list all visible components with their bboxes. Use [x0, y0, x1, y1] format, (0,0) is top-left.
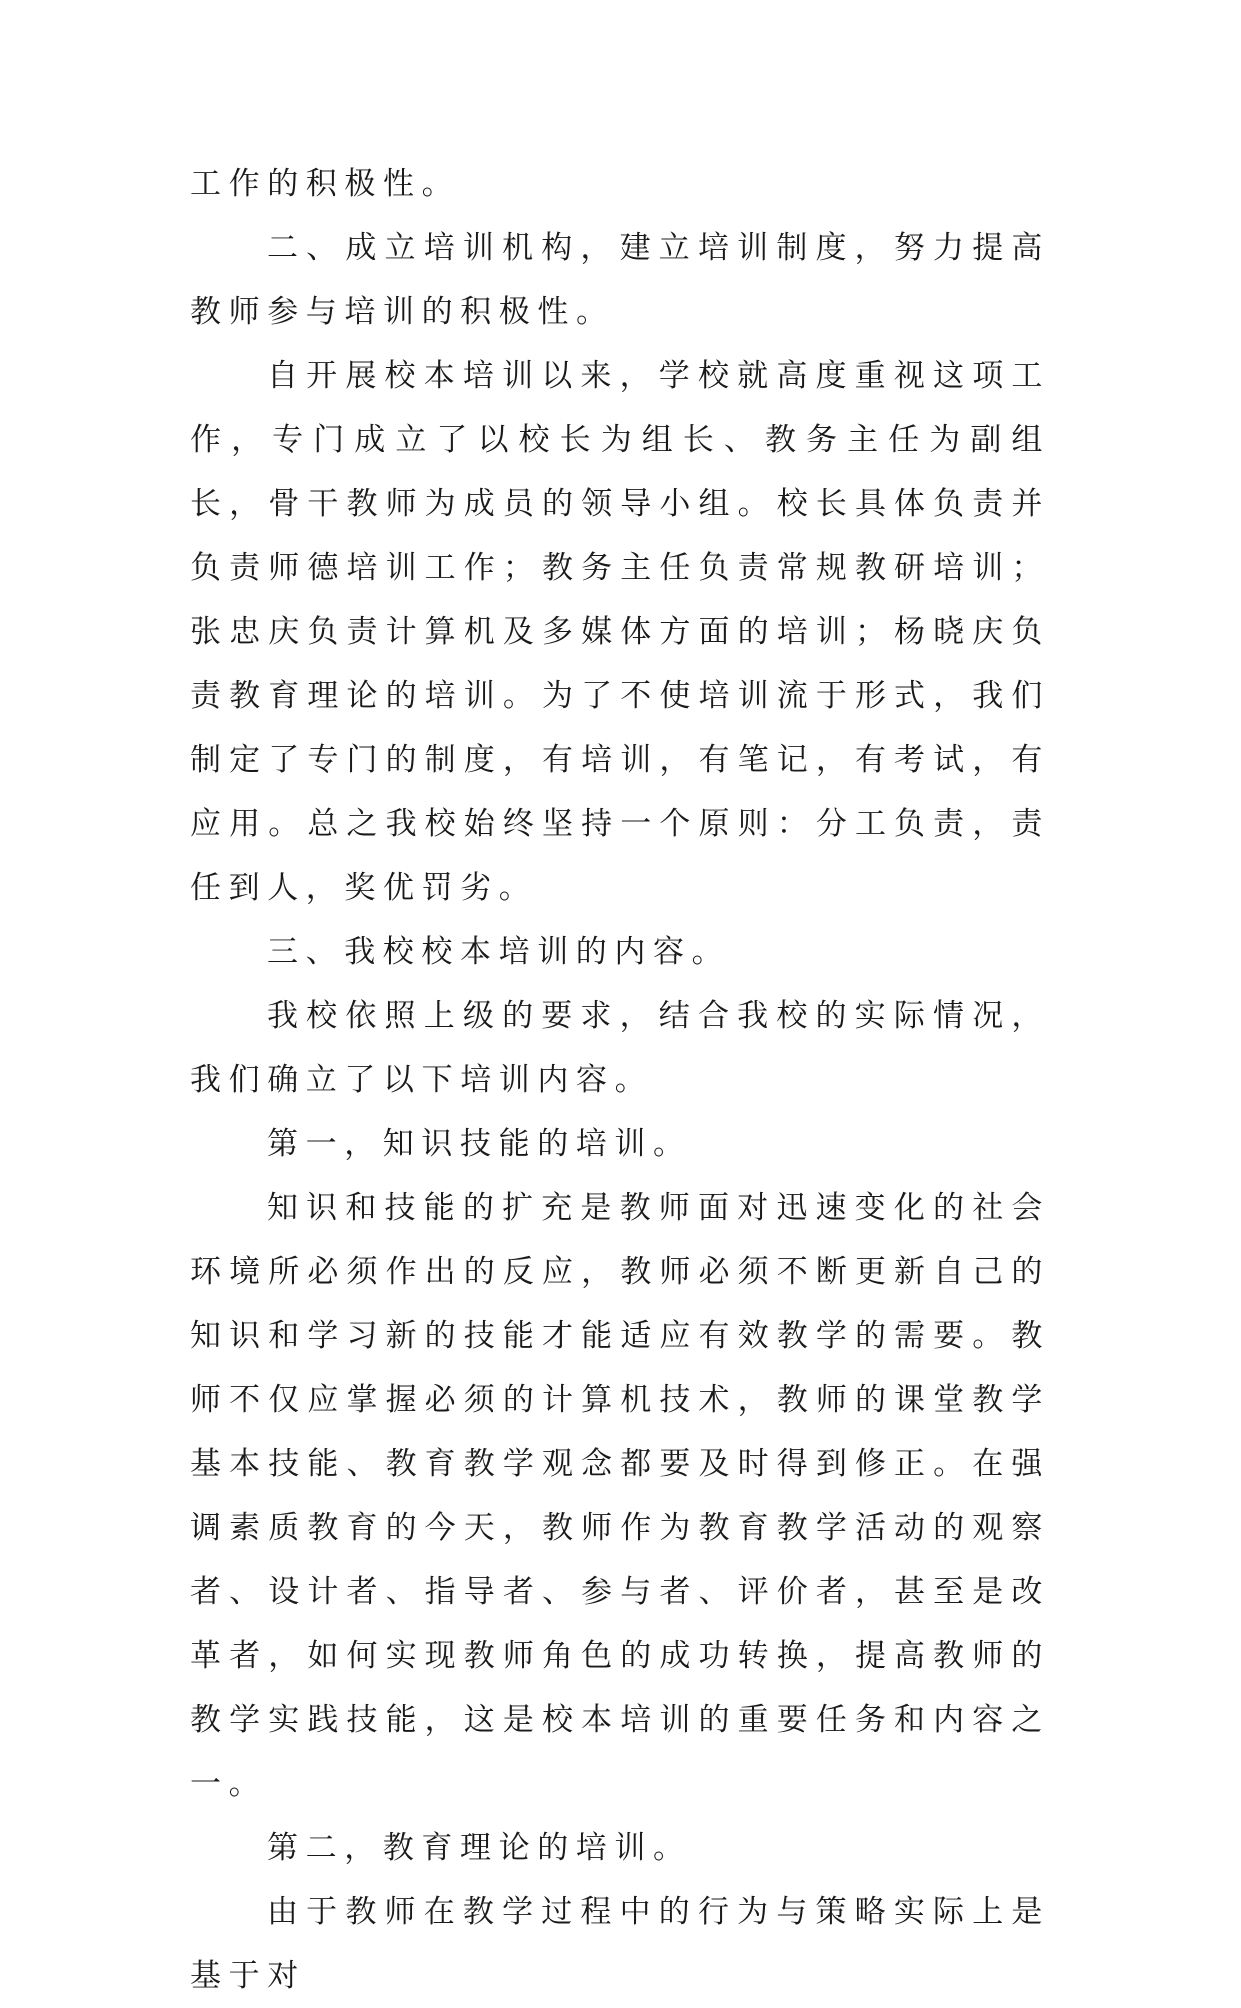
paragraph-education-theory: 由于教师在教学过程中的行为与策略实际上是基于对 [190, 1894, 1050, 1994]
paragraph-knowledge-skills: 知识和技能的扩充是教师面对迅速变化的社会环境所必须作出的反应，教师必须不断更新自己的知识和学习新的技能才能适应有效教学的需要。教师不仅应掌握必须的计算机技术，教师的课堂教学基本技能、教育教学观念都要及时得到修正。在强调素质教育的今天，教师作为教育教学活动的观察者、设计者、指导者、参与者、评价者，甚至是改革者，如何实现教师角色的成功转换，提高教师的教学实践技能，这是校本培训的重要任务和内容之一。 [190, 1190, 1050, 1802]
paragraph-training-content: 我校依照上级的要求，结合我校的实际情况，我们确立了以下培训内容。 [190, 998, 1050, 1098]
section-heading-3: 三、我校校本培训的内容。 [267, 934, 731, 970]
subheading-second: 第二，教育理论的培训。 [267, 1830, 692, 1866]
paragraph-training-org: 自开展校本培训以来，学校就高度重视这项工作，专门成立了以校长为组长、教务主任为副组长，骨干教师为成员的领导小组。校长具体负责并负责师德培训工作；教务主任负责常规教研培训；张忠庆负责计算机及多媒体方面的培训；杨晓庆负责教育理论的培训。为了不使培训流于形式，我们制定了专门的制度，有培训，有笔记，有考试，有应用。总之我校始终坚持一个原则：分工负责，责任到人，奖优罚劣。 [190, 358, 1050, 906]
subheading-first: 第一，知识技能的培训。 [267, 1126, 692, 1162]
paragraph-continuation: 工作的积极性。 [190, 166, 461, 202]
document-body [190, 152, 1050, 2008]
section-heading-2: 二、成立培训机构，建立培训制度，努力提高教师参与培训的积极性。 [190, 230, 1050, 330]
